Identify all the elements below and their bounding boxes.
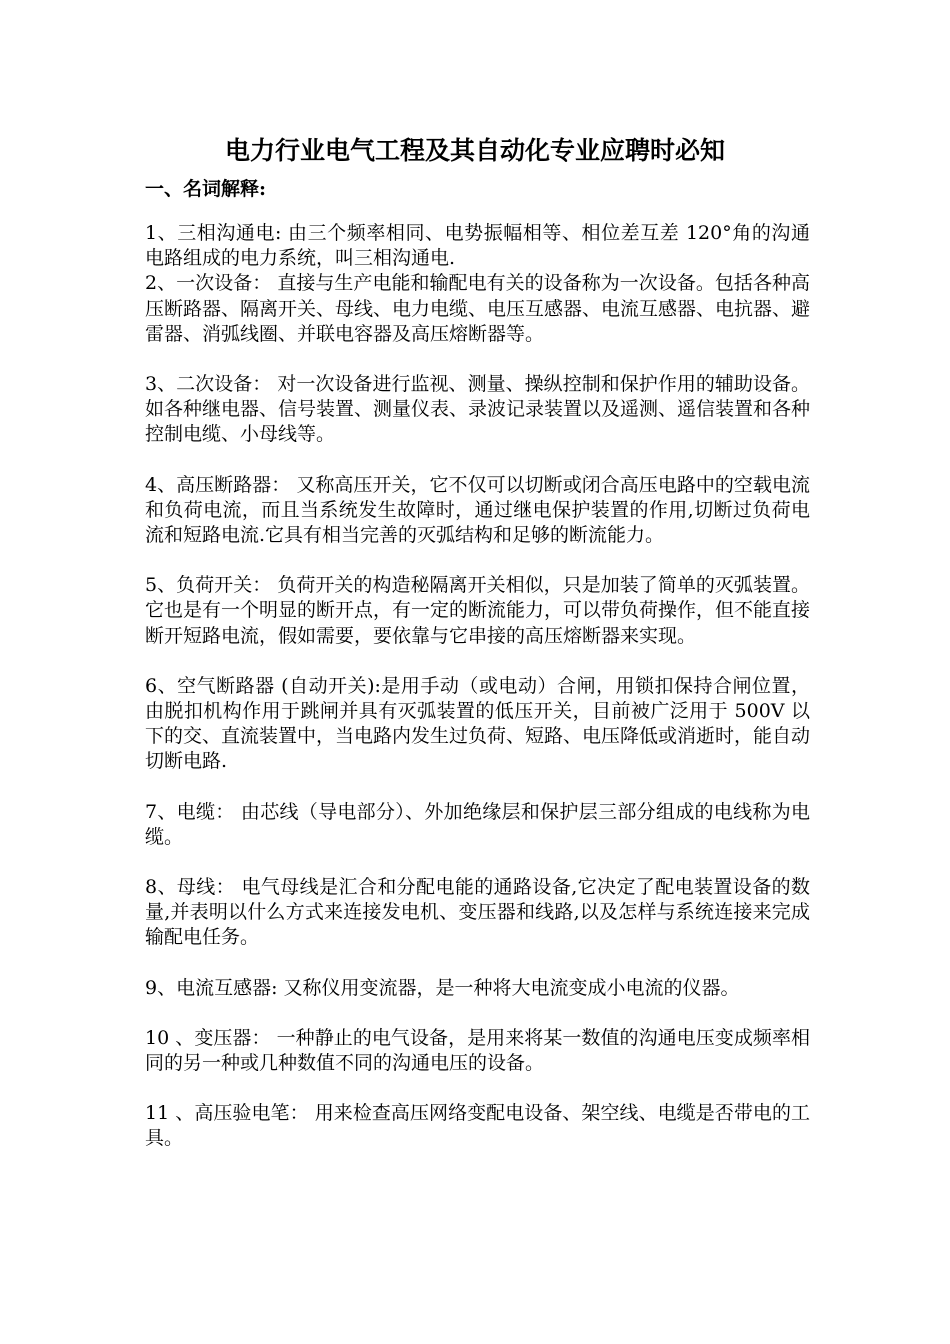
definition-item: 7、电缆： 由芯线（导电部分）、外加绝缘层和保护层三部分组成的电线称为电缆。 bbox=[145, 800, 810, 848]
definition-item: 6、空气断路器 (自动开关):是用手动（或电动）合闸，用锁扣保持合闸位置，由脱扣机构作用于跳闸并具有灭弧装置的低压开关，目前被广泛用于 500V 以下的交、直流装置中，当电路内发生过负荷、短路、电压降低或消逝时，能自动切断电路. bbox=[145, 674, 811, 773]
definition-item: 11 、高压验电笔： 用来检查高压网络变配电设备、架空线、电缆是否带电的工具。 bbox=[145, 1102, 810, 1150]
definition-item: 3、二次设备： 对一次设备进行监视、测量、操纵控制和保护作用的辅助设备。如各种继电器、信号装置、测量仪表、录波记录装置以及遥测、遥信装置和各种控制电缆、小母线等。 bbox=[145, 373, 811, 446]
definition-item: 10 、变压器： 一种静止的电气设备，是用来将某一数值的沟通电压变成频率相同的另一种或几种数值不同的沟通电压的设备。 bbox=[145, 1026, 810, 1075]
definition-item: 5、负荷开关： 负荷开关的构造秘隔离开关相似，只是加装了简单的灭弧装置。它也是有一个明显的断开点，有一定的断流能力，可以带负荷操作，但不能直接断开短路电流，假如需要，要依靠与它串接的高压熔断器来实现。 bbox=[145, 574, 811, 647]
definition-item: 2、一次设备： 直接与生产电能和输配电有关的设备称为一次设备。包括各种高压断路器、隔离开关、母线、电力电缆、电压互感器、电流互感器、电抗器、避雷器、消弧线圈、并联电容器及高压熔断器等。 bbox=[145, 272, 811, 345]
definition-item: 4、高压断路器： 又称高压开关，它不仅可以切断或闭合高压电路中的空载电流和负荷电流，而且当系统发生故障时，通过继电保护装置的作用,切断过负荷电流和短路电流.它具有相当完善的灭弧结构和足够的断流能力。 bbox=[145, 473, 810, 547]
definition-item: 1、三相沟通电: 由三个频率相同、电势振幅相等、相位差互差 120°角的沟通电路组成的电力系统，叫三相沟通电. bbox=[145, 222, 810, 270]
definition-item: 8、母线： 电气母线是汇合和分配电能的通路设备,它决定了配电装置设备的数量,并表明以什么方式来连接发电机、变压器和线路,以及怎样与系统连接来完成输配电任务。 bbox=[145, 876, 810, 949]
definition-list bbox=[145, 221, 810, 1152]
definition-item: 9、电流互感器: 又称仪用变流器，是一种将大电流变成小电流的仪器。 bbox=[145, 976, 740, 999]
document-title: 电力行业电气工程及其自动化专业应聘时必知 bbox=[224, 136, 725, 165]
section-heading: 一、名词解释: bbox=[145, 178, 267, 200]
